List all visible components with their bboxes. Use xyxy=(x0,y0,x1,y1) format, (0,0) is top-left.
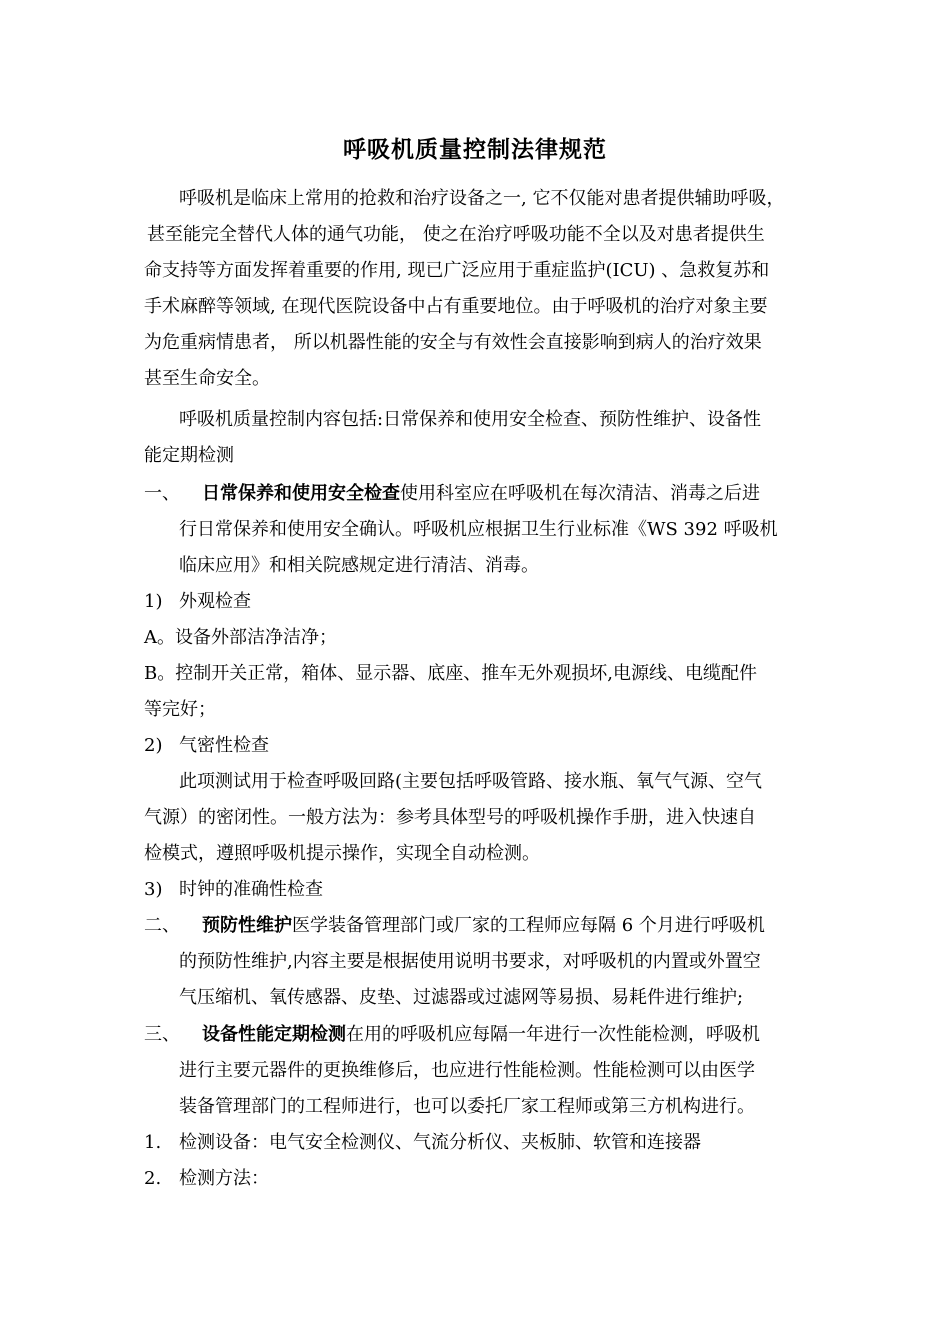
section-2-heading: 预防性维护 xyxy=(202,915,292,936)
list-item-1-text: 检测设备：电气安全检测仪、气流分析仪、夹板肺、软管和连接器 xyxy=(179,1132,701,1153)
airtight-line-2: 气源）的密闭性。一般方法为：参考具体型号的呼吸机操作手册，进入快速自 xyxy=(144,807,756,828)
item-3-text: 时钟的准确性检查 xyxy=(179,879,323,900)
item-3-number: 3) xyxy=(144,879,163,900)
section-3-number: 三、 xyxy=(144,1024,180,1045)
section-3-line-3: 装备管理部门的工程师进行，也可以委托厂家工程师或第三方机构进行。 xyxy=(179,1096,755,1117)
section-2-text: 医学装备管理部门或厂家的工程师应每隔 6 个月进行呼吸机 xyxy=(292,915,765,936)
airtight-line-1: 此项测试用于检查呼吸回路(主要包括呼吸管路、接水瓶、氧气气源、空气 xyxy=(179,771,763,792)
intro-line-1: 呼吸机是临床上常用的抢救和治疗设备之一, 它不仅能对患者提供辅助呼吸， xyxy=(179,188,785,209)
document-title: 呼吸机质量控制法律规范 xyxy=(343,136,607,163)
item-b-line-2: 等完好； xyxy=(144,699,216,720)
item-2-number: 2) xyxy=(144,735,163,756)
section-2-number: 二、 xyxy=(144,915,180,936)
list-item-1-number: 1. xyxy=(144,1132,162,1153)
section-3-line-1 xyxy=(202,1022,760,1048)
qc-content-line-1: 呼吸机质量控制内容包括:日常保养和使用安全检查、预防性维护、设备性 xyxy=(179,409,762,430)
section-1-line-1 xyxy=(202,481,760,507)
airtight-line-3: 检模式，遵照呼吸机提示操作，实现全自动检测。 xyxy=(144,843,540,864)
intro-line-3: 命支持等方面发挥着重要的作用, 现已广泛应用于重症监护(ICU) 、急救复苏和 xyxy=(144,260,770,281)
item-1-text: 外观检查 xyxy=(179,591,251,612)
section-2-line-2: 的预防性维护,内容主要是根据使用说明书要求，对呼吸机的内置或外置空 xyxy=(179,951,761,972)
intro-line-6: 甚至生命安全。 xyxy=(144,368,270,389)
item-a: A。设备外部洁净洁净； xyxy=(144,627,337,648)
intro-line-5: 为危重病情患者， 所以机器性能的安全与有效性会直接影响到病人的治疗效果 xyxy=(144,332,762,353)
item-2-text: 气密性检查 xyxy=(179,735,269,756)
section-1-heading: 日常保养和使用安全检查 xyxy=(202,483,400,504)
section-3-heading: 设备性能定期检测 xyxy=(202,1024,346,1045)
section-3-line-2: 进行主要元器件的更换维修后，也应进行性能检测。性能检测可以由医学 xyxy=(179,1060,755,1081)
section-2-line-3: 气压缩机、氧传感器、皮垫、过滤器或过滤网等易损、易耗件进行维护; xyxy=(179,987,744,1008)
section-2-line-1 xyxy=(202,913,765,939)
item-b-line-1: B。控制开关正常，箱体、显示器、底座、推车无外观损坏,电源线、电缆配件 xyxy=(144,663,757,684)
intro-line-4: 手术麻醉等领域, 在现代医院设备中占有重要地位。由于呼吸机的治疗对象主要 xyxy=(144,296,768,317)
qc-content-line-2: 能定期检测 xyxy=(144,445,234,466)
section-1-line-3: 临床应用》和相关院感规定进行清洁、消毒。 xyxy=(179,555,539,576)
section-1-text: 使用科室应在呼吸机在每次清洁、消毒之后进 xyxy=(400,483,760,504)
list-item-2-text: 检测方法： xyxy=(179,1168,269,1189)
list-item-2-number: 2. xyxy=(144,1168,162,1189)
intro-line-2: 甚至能完全替代人体的通气功能， 使之在治疗呼吸功能不全以及对患者提供生 xyxy=(147,224,765,245)
item-1-number: 1) xyxy=(144,591,163,612)
section-1-number: 一、 xyxy=(144,483,180,504)
section-3-text: 在用的呼吸机应每隔一年进行一次性能检测，呼吸机 xyxy=(346,1024,760,1045)
section-1-line-2: 行日常保养和使用安全确认。呼吸机应根据卫生行业标准《WS 392 呼吸机 xyxy=(179,519,778,540)
